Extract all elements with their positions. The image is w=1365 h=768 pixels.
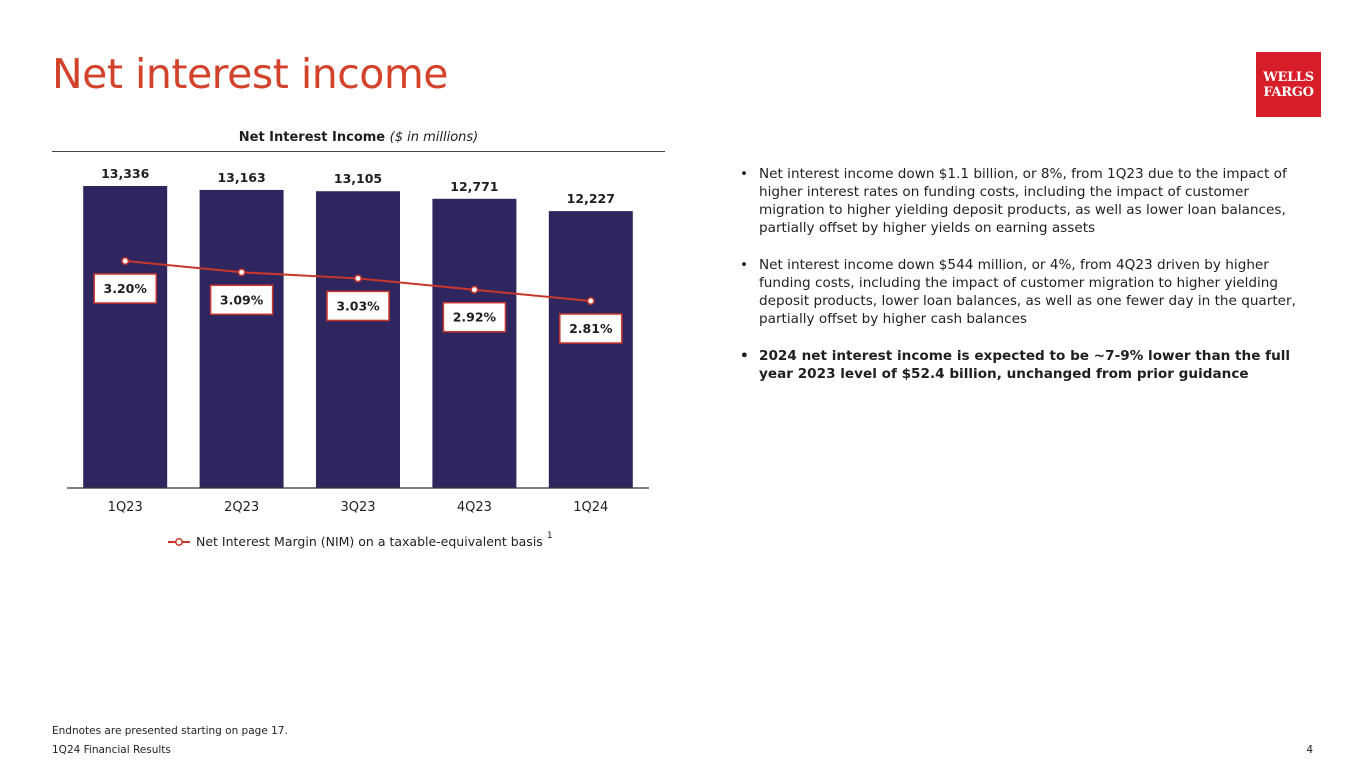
legend-footnote: 1 [546, 530, 553, 541]
bar-1Q24 [549, 211, 633, 488]
nim-point [238, 269, 244, 275]
nim-value-label: 3.03% [336, 298, 380, 314]
logo-line-2: FARGO [1263, 84, 1314, 100]
endnote-text: Endnotes are presented starting on page 17. [52, 725, 288, 737]
page-title: Net interest income [52, 50, 448, 98]
footer-report-name: 1Q24 Financial Results [52, 744, 171, 756]
chart-title-main: Net Interest Income [238, 130, 386, 145]
chart-title-subtitle: ($ in millions) [389, 130, 479, 145]
bar-value-label: 13,163 [217, 169, 266, 185]
bar-4Q23 [432, 199, 516, 488]
nim-value-label: 2.92% [452, 309, 497, 325]
bar-value-label: 13,105 [333, 171, 383, 187]
nim-value-label: 3.09% [219, 292, 264, 308]
net-interest-income-chart [52, 152, 665, 522]
nim-value-label: 2.81% [569, 321, 613, 336]
chart-legend [168, 530, 553, 549]
x-tick-label: 1Q23 [107, 500, 143, 515]
bar-value-label: 12,771 [450, 178, 499, 194]
nim-point [355, 275, 361, 281]
x-tick-label: 3Q23 [340, 500, 376, 515]
bar-value-label: 13,336 [101, 166, 150, 181]
wells-fargo-logo [1256, 52, 1321, 117]
bar-2Q23 [200, 190, 284, 488]
bullet-item: • Net interest income down $544 million, or 4%, from 4Q23 driven by higher funding costs, including the impact of customer migration to higher yielding deposit products, lower loan balances, as well as one fewer day in the quarter, partially offset by higher cash balances [740, 256, 1300, 328]
commentary-bullets [740, 165, 1300, 402]
x-tick-label: 2Q23 [224, 500, 260, 515]
nim-point [588, 298, 594, 304]
x-tick-label: 1Q24 [573, 500, 609, 515]
nim-point [471, 287, 477, 293]
bar-3Q23 [316, 191, 400, 488]
nim-value-label: 3.20% [103, 281, 147, 296]
bullet-item: • Net interest income down $1.1 billion, or 8%, from 1Q23 due to the impact of higher interest rates on funding costs, including the impact of customer migration to higher yielding deposit products, as well as lower loan balances, partially offset by higher yields on earning assets [740, 165, 1300, 237]
legend-line-marker-icon [168, 537, 190, 547]
page-number: 4 [1306, 744, 1313, 756]
bar-1Q23 [83, 186, 167, 488]
legend-label: Net Interest Margin (NIM) on a taxable-equivalent basis [196, 534, 543, 549]
bullet-item-guidance: • 2024 net interest income is expected to be ~7-9% lower than the full year 2023 level of $52.4 billion, unchanged from prior guidance [740, 347, 1300, 383]
nim-point [122, 258, 128, 264]
bar-value-label: 12,227 [566, 191, 615, 207]
logo-line-1: WELLS [1263, 69, 1314, 85]
x-tick-label: 4Q23 [456, 500, 492, 515]
chart-title [52, 130, 665, 145]
